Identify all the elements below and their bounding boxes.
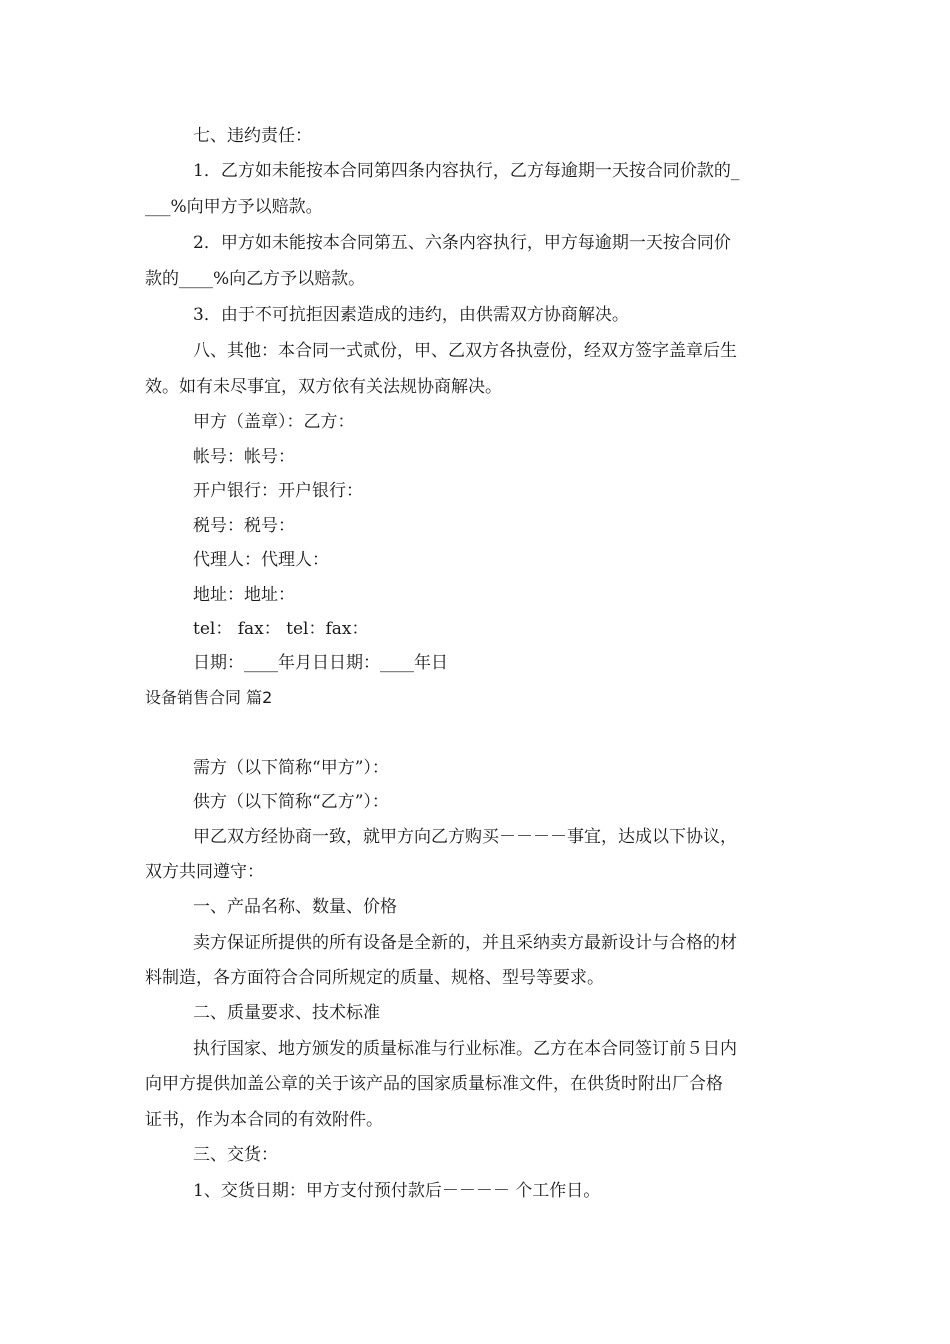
- section7-item2-line1: 2．甲方如未能按本合同第五、六条内容执行，甲方每逾期一天按合同价: [193, 233, 731, 253]
- contract2-s1-heading: 一、产品名称、数量、价格: [193, 897, 397, 917]
- contract2-s2-line3: 证书，作为本合同的有效附件。: [145, 1110, 383, 1130]
- contract2-intro-line1: 甲乙双方经协商一致，就甲方向乙方购买－－－－事宜，达成以下协议，: [193, 827, 737, 847]
- section7-item1-line2: ___%向甲方予以赔款。: [145, 197, 323, 217]
- contract2-s2-line1: 执行国家、地方颁发的质量标准与行业标准。乙方在本合同签订前５日内: [193, 1039, 737, 1059]
- signature-date: 日期：____年月日日期：____年日: [193, 653, 448, 673]
- section7-heading: 七、违约责任：: [193, 126, 312, 146]
- contract2-s3-item1: 1、交货日期：甲方支付预付款后－－－－ 个工作日。: [193, 1181, 601, 1201]
- section7-item3: 3．由于不可抗拒因素造成的违约，由供需双方协商解决。: [193, 305, 629, 325]
- contract2-s2-line2: 向甲方提供加盖公章的关于该产品的国家质量标准文件，在供货时附出厂合格: [145, 1074, 723, 1094]
- signature-address: 地址：地址：: [193, 585, 295, 605]
- signature-account: 帐号：帐号：: [193, 447, 295, 467]
- section8-line2: 效。如有未尽事宜，双方依有关法规协商解决。: [145, 377, 502, 397]
- section8-line1: 八、其他：本合同一式贰份，甲、乙双方各执壹份，经双方签字盖章后生: [193, 341, 737, 361]
- contract2-intro-line2: 双方共同遵守：: [145, 862, 264, 882]
- contract2-buyer: 需方（以下简称“甲方”）：: [193, 758, 389, 778]
- signature-agent: 代理人：代理人：: [193, 550, 329, 570]
- section7-item1-line1: 1．乙方如未能按本合同第四条内容执行，乙方每逾期一天按合同价款的_: [193, 161, 740, 181]
- section7-item2-line2: 款的____%向乙方予以赔款。: [145, 269, 366, 289]
- signature-telfax: tel： fax： tel：fax：: [193, 619, 369, 639]
- signature-bank: 开户银行：开户银行：: [193, 481, 363, 501]
- contract2-s1-line1: 卖方保证所提供的所有设备是全新的，并且采纳卖方最新设计与合格的材: [193, 933, 737, 953]
- contract2-s2-heading: 二、质量要求、技术标准: [193, 1003, 380, 1023]
- signature-party: 甲方（盖章）：乙方：: [193, 412, 355, 432]
- contract2-s1-line2: 料制造，各方面符合合同所规定的质量、规格、型号等要求。: [145, 968, 604, 988]
- contract2-s3-heading: 三、交货：: [193, 1145, 278, 1165]
- contract2-title: 设备销售合同 篇2: [145, 688, 273, 707]
- contract2-seller: 供方（以下简称“乙方”）：: [193, 792, 389, 812]
- signature-tax: 税号：税号：: [193, 516, 295, 536]
